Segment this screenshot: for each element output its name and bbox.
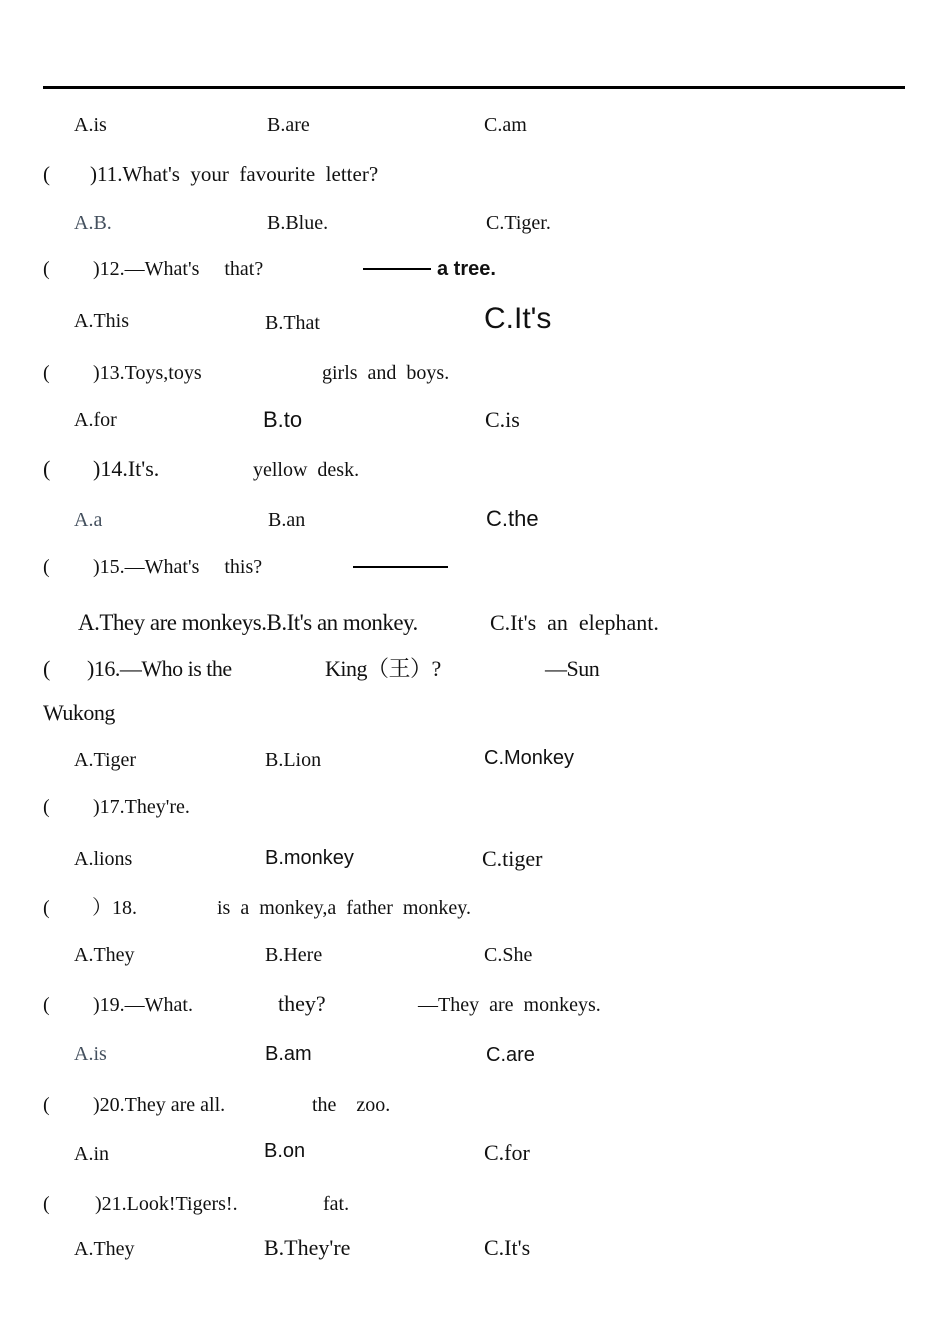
q19-question-mid: they?	[278, 991, 326, 1016]
q16-option-a: A.Tiger	[74, 749, 137, 771]
q11-option-b: B.Blue.	[267, 212, 329, 234]
q12-paren: (	[43, 258, 50, 280]
q14-question-end: yellow desk.	[253, 459, 360, 481]
q12-answer-dash	[363, 268, 431, 270]
q19-option-a: A.is	[74, 1043, 107, 1065]
q11-paren: (	[43, 162, 50, 186]
q13-question: )13.Toys,toys	[93, 362, 202, 384]
q11-option-c: C.Tiger.	[486, 212, 551, 234]
q15-options-ab: A.They are monkeys.B.It's an monkey.	[78, 610, 418, 635]
q13-option-c: C.is	[485, 407, 520, 432]
q18-option-a: A.They	[74, 944, 135, 966]
q19-answer: —They are monkeys.	[418, 994, 601, 1016]
q14-paren: (	[43, 456, 51, 481]
q16-answer-wrap: Wukong	[43, 700, 115, 725]
q12-option-a: A.This	[74, 310, 129, 332]
q21-question: )21.Look!Tigers!.	[95, 1193, 238, 1215]
q17-question: )17.They're.	[93, 796, 190, 818]
q12-answer: a tree.	[437, 258, 496, 280]
q19-option-b: B.am	[265, 1043, 312, 1065]
q20-question: )20.They are all.	[93, 1094, 226, 1116]
q19-option-c: C.are	[486, 1044, 535, 1066]
q17-paren: (	[43, 796, 50, 818]
q21-option-b: B.They're	[264, 1235, 351, 1260]
q14-question: )14.It's.	[93, 456, 160, 481]
q15-option-c: C.It's an elephant.	[490, 610, 659, 635]
q18-option-c: C.She	[484, 944, 533, 966]
q13-question-end: girls and boys.	[322, 362, 450, 384]
q10-option-b: B.are	[267, 114, 310, 136]
q16-question: )16.—Who is the	[87, 656, 232, 681]
q20-option-a: A.in	[74, 1143, 109, 1165]
q13-option-a: A.for	[74, 409, 117, 431]
q18-paren: (	[43, 897, 50, 919]
q20-question-end: the zoo.	[312, 1094, 391, 1116]
q10-option-c: C.am	[484, 114, 527, 136]
q21-paren: (	[43, 1193, 50, 1215]
q15-answer-blank	[353, 566, 448, 568]
q16-paren: (	[43, 656, 51, 681]
q13-option-b: B.to	[263, 407, 303, 432]
q15-question: )15.—What's this?	[93, 556, 263, 578]
q17-option-a: A.lions	[74, 848, 133, 870]
q18-option-b: B.Here	[265, 944, 323, 966]
q16-question-mid: King（王）?	[325, 656, 441, 681]
q13-paren: (	[43, 362, 50, 384]
q12-question: )12.—What's that?	[93, 258, 264, 280]
q11-option-a: A.B.	[74, 212, 112, 234]
q14-option-a: A.a	[74, 509, 103, 531]
q14-option-c: C.the	[486, 506, 539, 531]
q11-question: )11.What's your favourite letter?	[90, 162, 379, 186]
q16-option-b: B.Lion	[265, 749, 322, 771]
q16-option-c: C.Monkey	[484, 747, 575, 769]
header-rule	[43, 86, 905, 89]
q20-paren: (	[43, 1094, 50, 1116]
q17-option-c: C.tiger	[482, 846, 543, 871]
q21-option-a: A.They	[74, 1238, 135, 1260]
q20-option-b: B.on	[264, 1140, 306, 1162]
q14-option-b: B.an	[268, 509, 306, 531]
q21-question-end: fat.	[323, 1193, 350, 1215]
q10-option-a: A.is	[74, 114, 107, 136]
q15-paren: (	[43, 556, 50, 578]
q19-question: )19.—What.	[93, 994, 193, 1016]
q18-question-end: is a monkey,a father monkey.	[217, 897, 471, 919]
q19-paren: (	[43, 994, 50, 1016]
q21-option-c: C.It's	[484, 1235, 531, 1260]
q20-option-c: C.for	[484, 1140, 530, 1165]
q16-answer: —Sun	[545, 656, 600, 681]
q12-option-c: C.It's	[484, 302, 552, 335]
q17-option-b: B.monkey	[265, 847, 354, 869]
q18-question: ）18.	[92, 897, 137, 919]
q12-option-b: B.That	[265, 312, 320, 334]
